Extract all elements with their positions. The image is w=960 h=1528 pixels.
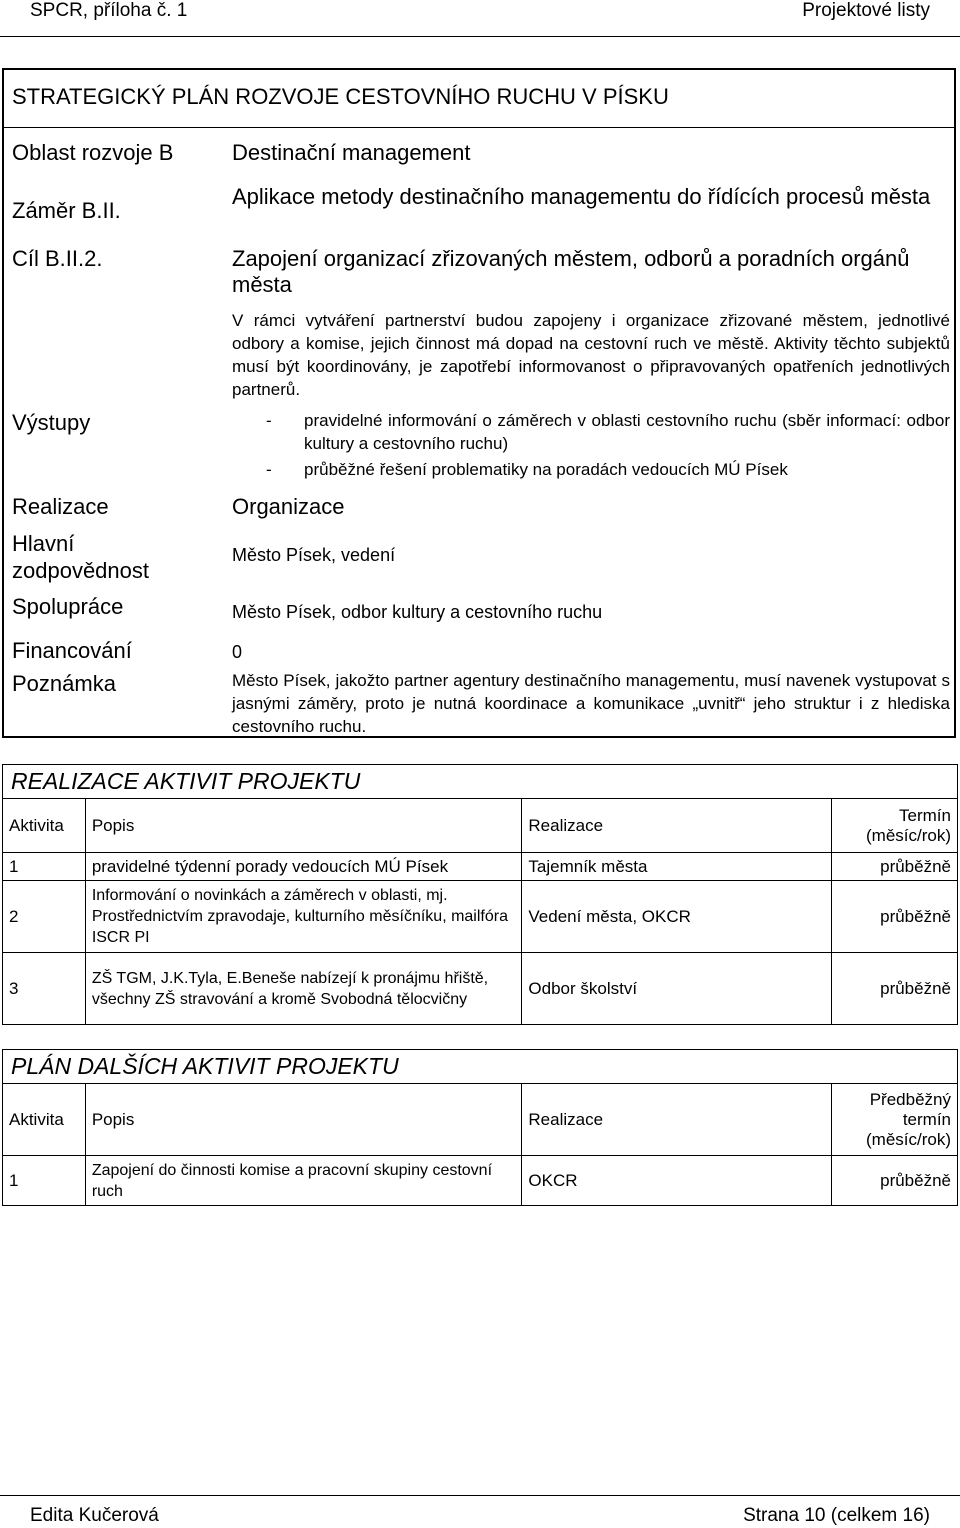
table-row <box>3 953 958 1025</box>
table-row <box>3 881 958 953</box>
spoluprace-label: Spolupráce <box>12 594 124 619</box>
row-popis: Zapojení do činnosti komise a pracovní skupiny cestovní ruch <box>85 1156 522 1206</box>
table-row <box>3 1156 958 1206</box>
cil-value: Zapojení organizací zřizovaných městem, odborů a poradních orgánů města <box>232 246 910 297</box>
description-text: V rámci vytváření partnerství budou zapojeny i organizace zřizované městem, jednotlivé odbory a komise, jejich činnost má dopad na cestovní ruch ve městě. Aktivity těchto subjektů musí být koordinovány, je zapotřebí informovanost o připravovaných opatřeních jednotlivých partnerů. <box>232 311 950 399</box>
col-aktivita: Aktivita <box>3 1084 86 1156</box>
poznamka-value: Město Písek, jakožto partner agentury destinačního managementu, musí navenek vystupovat s jasnými záměry, proto je nutná koordinace a komunikace „uvnitř“ jeho struktur i z hlediska cestovního ruchu. <box>232 671 950 736</box>
realizace-aktivit-table <box>2 764 958 1025</box>
header-divider <box>0 36 960 37</box>
row-popis: ZŠ TGM, J.K.Tyla, E.Beneše nabízejí k pronájmu hřiště, všechny ZŠ stravování a kromě Svobodná tělocvičny <box>85 953 522 1025</box>
financovani-label: Financování <box>12 638 132 663</box>
col-aktivita: Aktivita <box>3 799 86 853</box>
header-left: SPCR, příloha č. 1 <box>30 0 188 21</box>
row-termin: průběžně <box>832 853 958 881</box>
row-popis: pravidelné týdenní porady vedoucích MÚ Písek <box>85 853 522 881</box>
poznamka-label: Poznámka <box>12 671 116 696</box>
project-sheet <box>2 68 956 738</box>
col-popis: Popis <box>85 799 522 853</box>
cil-label: Cíl B.II.2. <box>12 246 103 271</box>
row-termin: průběžně <box>832 881 958 953</box>
row-realizace: Tajemník města <box>522 853 832 881</box>
zamer-value: Aplikace metody destinačního managementu do řídících procesů města <box>232 184 931 209</box>
row-termin: průběžně <box>832 1156 958 1206</box>
header-right: Projektové listy <box>802 0 930 21</box>
vystupy-label: Výstupy <box>12 410 91 435</box>
row-popis: Informování o novinkách a záměrech v oblasti, mj. Prostřednictvím zpravodaje, kulturního měsíčníku, mailfóra ISCR PI <box>85 881 522 953</box>
row-number: 2 <box>3 881 86 953</box>
hlavni-label: Hlavní zodpovědnost <box>12 531 149 583</box>
vystupy-list <box>266 409 950 481</box>
realizace-label: Realizace <box>12 494 109 519</box>
row-number: 1 <box>3 1156 86 1206</box>
table-row <box>3 853 958 881</box>
hlavni-value: Město Písek, vedení <box>232 545 396 565</box>
spoluprace-value: Město Písek, odbor kultury a cestovního ruchu <box>232 602 603 622</box>
row-realizace: Odbor školství <box>522 953 832 1025</box>
col-popis: Popis <box>85 1084 522 1156</box>
sheet-title: STRATEGICKÝ PLÁN ROZVOJE CESTOVNÍHO RUCHU V PÍSKU <box>12 84 669 109</box>
row-realizace: Vedení města, OKCR <box>522 881 832 953</box>
oblast-value: Destinační management <box>232 140 471 165</box>
footer-page-number: Strana 10 (celkem 16) <box>743 1505 930 1526</box>
zamer-label: Záměr B.II. <box>12 198 121 223</box>
row-number: 1 <box>3 853 86 881</box>
title-divider <box>4 127 954 128</box>
plan-aktivit-table <box>2 1049 958 1206</box>
oblast-label: Oblast rozvoje B <box>12 140 174 165</box>
col-termin: Předběžný termín (měsíc/rok) <box>832 1084 958 1156</box>
footer-author: Edita Kučerová <box>30 1505 159 1526</box>
realizace-value: Organizace <box>232 494 345 519</box>
row-realizace: OKCR <box>522 1156 832 1206</box>
row-number: 3 <box>3 953 86 1025</box>
footer-divider <box>0 1495 960 1496</box>
col-termin: Termín (měsíc/rok) <box>832 799 958 853</box>
realizace-aktivit-title: REALIZACE AKTIVIT PROJEKTU <box>11 768 361 794</box>
vystupy-item: - průběžné řešení problematiky na poradách vedoucích MÚ Písek <box>266 458 950 481</box>
col-realizace: Realizace <box>522 799 832 853</box>
vystupy-item: - pravidelné informování o záměrech v oblasti cestovního ruchu (sběr informací: odbor kultury a cestovního ruchu) <box>266 409 950 455</box>
financovani-value: 0 <box>232 642 243 662</box>
row-termin: průběžně <box>832 953 958 1025</box>
plan-aktivit-title: PLÁN DALŠÍCH AKTIVIT PROJEKTU <box>11 1053 399 1079</box>
col-realizace: Realizace <box>522 1084 832 1156</box>
